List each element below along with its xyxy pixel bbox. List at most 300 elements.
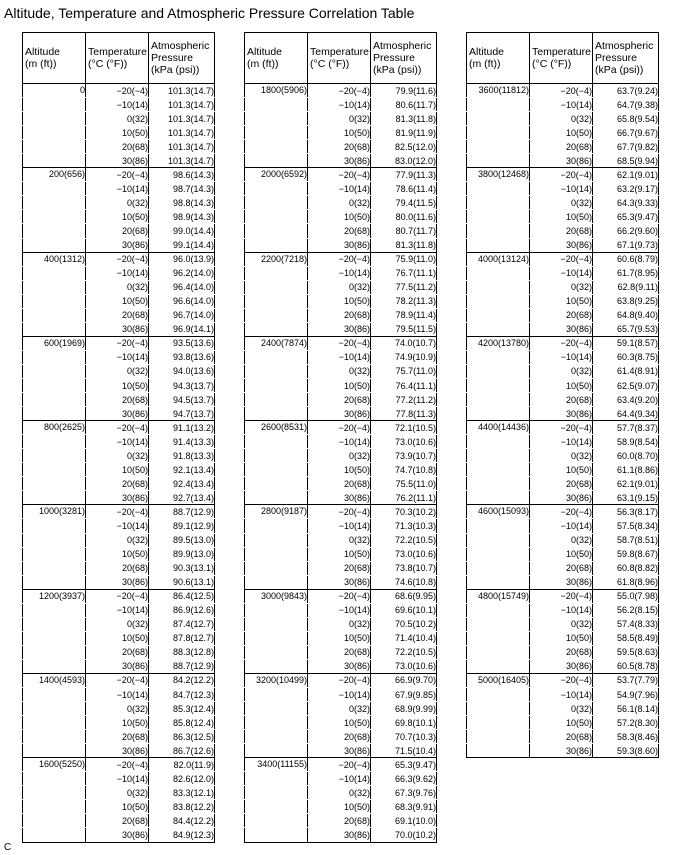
table-row: [23, 533, 215, 547]
temperature-cell: 30(86): [308, 491, 371, 505]
temperature-cell: −10(14): [308, 519, 371, 533]
pressure-cell: 81.9(11.9): [371, 126, 437, 140]
pressure-cell: 79.9(11.6): [371, 84, 437, 98]
temperature-cell: 30(86): [530, 491, 593, 505]
temperature-header-line: Temperature: [532, 46, 591, 58]
temperature-cell: −10(14): [530, 519, 593, 533]
pressure-cell: 101.3(14.7): [149, 112, 215, 126]
temperature-cell: −20(−4): [308, 336, 371, 350]
altitude-cell: [245, 407, 308, 421]
temperature-cell: 0(32): [86, 617, 149, 631]
table-row: [467, 463, 659, 477]
table-row: [245, 266, 437, 280]
table-row: [23, 589, 215, 603]
altitude-cell: [23, 196, 86, 210]
pressure-cell: 77.2(11.2): [371, 393, 437, 407]
pressure-cell: 58.7(8.51): [593, 533, 659, 547]
table-row: [245, 730, 437, 744]
altitude-cell: 4400(14436): [467, 421, 530, 435]
temperature-cell: −10(14): [308, 603, 371, 617]
altitude-cell: [467, 322, 530, 336]
table-row: [467, 603, 659, 617]
altitude-cell: [467, 266, 530, 280]
table-row: [245, 744, 437, 758]
temperature-cell: −10(14): [86, 435, 149, 449]
pressure-cell: 61.1(8.86): [593, 463, 659, 477]
temperature-header: [86, 33, 149, 84]
table-row: [467, 519, 659, 533]
table-row: [467, 673, 659, 687]
temperature-cell: −20(−4): [308, 589, 371, 603]
table-row: [467, 393, 659, 407]
altitude-cell: [23, 224, 86, 238]
temperature-header-line: Temperature: [310, 46, 369, 58]
pressure-cell: 80.7(11.7): [371, 224, 437, 238]
pressure-cell: 53.7(7.79): [593, 673, 659, 687]
pressure-cell: 73.0(10.6): [371, 435, 437, 449]
table-row: [23, 505, 215, 519]
altitude-cell: [23, 533, 86, 547]
temperature-cell: −20(−4): [86, 758, 149, 772]
table-row: [245, 617, 437, 631]
table-row: [245, 322, 437, 336]
temperature-cell: 0(32): [86, 449, 149, 463]
temperature-cell: 0(32): [86, 364, 149, 378]
table-row: [467, 730, 659, 744]
temperature-cell: 30(86): [308, 154, 371, 168]
table-row: [467, 112, 659, 126]
temperature-cell: 0(32): [530, 196, 593, 210]
altitude-cell: [23, 800, 86, 814]
altitude-cell: 3400(11155): [245, 758, 308, 772]
table-row: [245, 126, 437, 140]
temperature-cell: −10(14): [530, 266, 593, 280]
pressure-cell: 101.3(14.7): [149, 140, 215, 154]
temperature-cell: 20(68): [308, 730, 371, 744]
temperature-header-line: (°C (°F)): [310, 58, 350, 70]
altitude-group: [245, 758, 437, 842]
temperature-cell: 0(32): [308, 449, 371, 463]
altitude-cell: [467, 308, 530, 322]
temperature-cell: 10(50): [308, 800, 371, 814]
temperature-cell: 10(50): [530, 631, 593, 645]
table-row: [23, 575, 215, 589]
altitude-cell: [245, 280, 308, 294]
altitude-cell: [23, 617, 86, 631]
table-row: [467, 210, 659, 224]
table-row: [23, 477, 215, 491]
pressure-cell: 56.3(8.17): [593, 505, 659, 519]
altitude-cell: 800(2625): [23, 421, 86, 435]
pressure-cell: 82.6(12.0): [149, 772, 215, 786]
pressure-cell: 74.6(10.8): [371, 575, 437, 589]
altitude-cell: [245, 561, 308, 575]
table-row: [23, 112, 215, 126]
temperature-cell: −10(14): [308, 350, 371, 364]
altitude-cell: [467, 210, 530, 224]
altitude-group: [467, 336, 659, 420]
temperature-cell: −10(14): [530, 688, 593, 702]
pressure-cell: 91.4(13.3): [149, 435, 215, 449]
temperature-cell: −20(−4): [86, 252, 149, 266]
pressure-cell: 89.5(13.0): [149, 533, 215, 547]
pressure-cell: 73.0(10.6): [371, 547, 437, 561]
pressure-cell: 66.9(9.70): [371, 673, 437, 687]
altitude-cell: [23, 294, 86, 308]
pressure-cell: 73.9(10.7): [371, 449, 437, 463]
pressure-cell: 92.1(13.4): [149, 463, 215, 477]
table-row: [245, 393, 437, 407]
altitude-cell: [467, 659, 530, 673]
temperature-cell: 30(86): [308, 659, 371, 673]
altitude-header-line: (m (ft)): [25, 58, 57, 70]
pressure-cell: 83.3(12.1): [149, 786, 215, 800]
pressure-header: [593, 33, 659, 84]
pressure-cell: 59.3(8.60): [593, 744, 659, 758]
pressure-cell: 74.9(10.9): [371, 350, 437, 364]
pressure-cell: 80.6(11.7): [371, 98, 437, 112]
pressure-cell: 82.5(12.0): [371, 140, 437, 154]
table-row: [467, 126, 659, 140]
altitude-group: [467, 168, 659, 252]
table-row: [23, 435, 215, 449]
temperature-cell: −20(−4): [86, 421, 149, 435]
altitude-cell: [245, 575, 308, 589]
pressure-cell: 59.1(8.57): [593, 336, 659, 350]
table-row: [23, 645, 215, 659]
temperature-cell: 10(50): [308, 631, 371, 645]
temperature-cell: 30(86): [86, 575, 149, 589]
altitude-cell: [245, 491, 308, 505]
temperature-cell: −20(−4): [86, 505, 149, 519]
table-row: [245, 505, 437, 519]
temperature-cell: 20(68): [530, 224, 593, 238]
altitude-cell: 1600(5250): [23, 758, 86, 772]
pressure-cell: 77.8(11.3): [371, 407, 437, 421]
altitude-cell: [467, 491, 530, 505]
header-row: [245, 33, 437, 84]
pressure-cell: 72.2(10.5): [371, 533, 437, 547]
altitude-cell: [245, 617, 308, 631]
temperature-cell: −20(−4): [86, 336, 149, 350]
pressure-cell: 88.3(12.8): [149, 645, 215, 659]
table-row: [467, 308, 659, 322]
temperature-cell: 30(86): [86, 491, 149, 505]
altitude-cell: [23, 308, 86, 322]
table-row: [245, 814, 437, 828]
altitude-cell: [23, 210, 86, 224]
pressure-cell: 70.3(10.2): [371, 505, 437, 519]
altitude-cell: [23, 266, 86, 280]
pressure-cell: 75.7(11.0): [371, 364, 437, 378]
altitude-group: [23, 252, 215, 336]
altitude-cell: [467, 603, 530, 617]
pressure-cell: 59.5(8.63): [593, 645, 659, 659]
altitude-cell: [245, 224, 308, 238]
pressure-cell: 84.4(12.2): [149, 814, 215, 828]
table-row: [467, 744, 659, 758]
altitude-group: [245, 589, 437, 673]
table-row: [245, 561, 437, 575]
table-row: [245, 112, 437, 126]
temperature-cell: 0(32): [86, 112, 149, 126]
altitude-group: [467, 421, 659, 505]
pressure-cell: 81.3(11.8): [371, 112, 437, 126]
temperature-cell: 10(50): [530, 547, 593, 561]
temperature-cell: 30(86): [308, 575, 371, 589]
altitude-cell: [23, 814, 86, 828]
table-row: [245, 575, 437, 589]
pressure-cell: 83.8(12.2): [149, 800, 215, 814]
table-row: [245, 294, 437, 308]
temperature-cell: 10(50): [86, 463, 149, 477]
pressure-cell: 85.3(12.4): [149, 702, 215, 716]
altitude-cell: 2600(8531): [245, 421, 308, 435]
altitude-cell: [23, 659, 86, 673]
table-row: [245, 196, 437, 210]
temperature-cell: 20(68): [86, 393, 149, 407]
altitude-cell: 5000(16405): [467, 673, 530, 687]
table-row: [467, 547, 659, 561]
altitude-cell: [23, 547, 86, 561]
temperature-cell: −20(−4): [308, 505, 371, 519]
altitude-group: [245, 84, 437, 168]
altitude-cell: 2800(9187): [245, 505, 308, 519]
table-row: [245, 673, 437, 687]
pressure-cell: 71.4(10.4): [371, 631, 437, 645]
temperature-header-line: (°C (°F)): [88, 58, 128, 70]
pressure-cell: 64.4(9.34): [593, 407, 659, 421]
pressure-cell: 98.9(14.3): [149, 210, 215, 224]
pressure-header-line: Pressure: [595, 52, 638, 64]
temperature-cell: 0(32): [530, 280, 593, 294]
temperature-cell: 30(86): [308, 322, 371, 336]
table-row: [467, 336, 659, 350]
altitude-cell: [245, 463, 308, 477]
temperature-cell: −20(−4): [308, 84, 371, 98]
pressure-cell: 96.7(14.0): [149, 308, 215, 322]
table-row: [23, 463, 215, 477]
temperature-cell: 30(86): [86, 322, 149, 336]
pressure-cell: 71.3(10.3): [371, 519, 437, 533]
temperature-cell: −10(14): [86, 266, 149, 280]
altitude-cell: [23, 364, 86, 378]
table-row: [467, 631, 659, 645]
pressure-cell: 66.2(9.60): [593, 224, 659, 238]
temperature-cell: −20(−4): [308, 758, 371, 772]
temperature-cell: 20(68): [86, 645, 149, 659]
pressure-cell: 58.3(8.46): [593, 730, 659, 744]
pressure-cell: 101.3(14.7): [149, 84, 215, 98]
temperature-cell: 0(32): [308, 617, 371, 631]
temperature-cell: 0(32): [308, 786, 371, 800]
temperature-cell: −10(14): [530, 182, 593, 196]
temperature-cell: 0(32): [86, 702, 149, 716]
table-row: [245, 800, 437, 814]
altitude-cell: [467, 393, 530, 407]
altitude-cell: [23, 631, 86, 645]
temperature-cell: −10(14): [86, 519, 149, 533]
altitude-cell: 4600(15093): [467, 505, 530, 519]
pressure-cell: 88.7(12.9): [149, 505, 215, 519]
pressure-cell: 55.0(7.98): [593, 589, 659, 603]
altitude-group: [23, 758, 215, 842]
pressure-cell: 70.5(10.2): [371, 617, 437, 631]
temperature-cell: −10(14): [86, 772, 149, 786]
altitude-cell: [245, 196, 308, 210]
temperature-cell: 20(68): [530, 477, 593, 491]
pressure-cell: 81.3(11.8): [371, 238, 437, 252]
altitude-group: [467, 84, 659, 168]
table-row: [23, 84, 215, 98]
pressure-cell: 83.0(12.0): [371, 154, 437, 168]
table-row: [23, 617, 215, 631]
pressure-cell: 101.3(14.7): [149, 154, 215, 168]
pressure-cell: 58.9(8.54): [593, 435, 659, 449]
pressure-header-line: (kPa (psi)): [373, 64, 422, 76]
temperature-cell: −10(14): [530, 98, 593, 112]
altitude-header-line: Altitude: [25, 46, 61, 58]
pressure-header-line: Atmospheric: [151, 40, 210, 52]
altitude-cell: [23, 112, 86, 126]
altitude-group: [23, 421, 215, 505]
temperature-cell: 30(86): [308, 828, 371, 842]
altitude-cell: [245, 98, 308, 112]
pressure-cell: 56.1(8.14): [593, 702, 659, 716]
altitude-cell: [23, 182, 86, 196]
altitude-cell: [245, 308, 308, 322]
temperature-header-line: (°C (°F)): [532, 58, 572, 70]
temperature-cell: 10(50): [308, 716, 371, 730]
table-row: [23, 702, 215, 716]
table-row: [467, 421, 659, 435]
pressure-cell: 73.0(10.6): [371, 659, 437, 673]
pressure-cell: 89.1(12.9): [149, 519, 215, 533]
table-row: [245, 463, 437, 477]
pressure-cell: 68.5(9.94): [593, 154, 659, 168]
altitude-header: [23, 33, 86, 84]
temperature-header: [530, 33, 593, 84]
temperature-cell: 20(68): [308, 393, 371, 407]
altitude-cell: [23, 435, 86, 449]
altitude-cell: [245, 238, 308, 252]
altitude-cell: [245, 800, 308, 814]
pressure-cell: 91.8(13.3): [149, 449, 215, 463]
pressure-cell: 96.6(14.0): [149, 294, 215, 308]
altitude-cell: [467, 112, 530, 126]
altitude-cell: [23, 744, 86, 758]
temperature-cell: −10(14): [86, 603, 149, 617]
table-row: [467, 505, 659, 519]
altitude-cell: [245, 631, 308, 645]
temperature-cell: −20(−4): [530, 421, 593, 435]
table-row: [23, 814, 215, 828]
pressure-cell: 61.8(8.96): [593, 575, 659, 589]
temperature-cell: −10(14): [308, 435, 371, 449]
pressure-cell: 77.9(11.3): [371, 168, 437, 182]
pressure-cell: 63.7(9.24): [593, 84, 659, 98]
pressure-cell: 96.0(13.9): [149, 252, 215, 266]
altitude-group: [467, 673, 659, 757]
altitude-cell: [23, 477, 86, 491]
temperature-cell: 10(50): [530, 378, 593, 392]
pressure-cell: 60.3(8.75): [593, 350, 659, 364]
pressure-cell: 69.1(10.0): [371, 814, 437, 828]
table-row: [467, 280, 659, 294]
page-title: Altitude, Temperature and Atmospheric Pressure Correlation Table: [4, 5, 415, 21]
table-row: [23, 659, 215, 673]
temperature-cell: −20(−4): [86, 168, 149, 182]
table-row: [23, 547, 215, 561]
table-row: [23, 603, 215, 617]
altitude-cell: [245, 154, 308, 168]
pressure-cell: 65.3(9.47): [371, 758, 437, 772]
pressure-cell: 57.2(8.30): [593, 716, 659, 730]
table-row: [23, 224, 215, 238]
temperature-cell: −20(−4): [86, 589, 149, 603]
pressure-cell: 62.1(9.01): [593, 477, 659, 491]
temperature-cell: 30(86): [86, 154, 149, 168]
altitude-cell: [245, 772, 308, 786]
altitude-cell: [467, 224, 530, 238]
table-row: [23, 322, 215, 336]
altitude-cell: [467, 238, 530, 252]
altitude-cell: 4000(13124): [467, 252, 530, 266]
temperature-cell: 20(68): [86, 730, 149, 744]
pressure-cell: 84.7(12.3): [149, 688, 215, 702]
temperature-cell: −20(−4): [530, 84, 593, 98]
altitude-cell: [467, 688, 530, 702]
altitude-cell: [467, 716, 530, 730]
temperature-cell: 10(50): [530, 716, 593, 730]
temperature-cell: −10(14): [308, 98, 371, 112]
temperature-cell: 0(32): [530, 702, 593, 716]
pressure-table-1: [22, 32, 215, 843]
table-row: [245, 407, 437, 421]
table-row: [467, 154, 659, 168]
pressure-cell: 99.0(14.4): [149, 224, 215, 238]
temperature-cell: 10(50): [86, 378, 149, 392]
altitude-cell: [23, 561, 86, 575]
temperature-cell: 30(86): [86, 238, 149, 252]
temperature-cell: 20(68): [308, 477, 371, 491]
pressure-cell: 88.7(12.9): [149, 659, 215, 673]
table-row: [23, 519, 215, 533]
temperature-cell: 0(32): [86, 280, 149, 294]
pressure-cell: 60.5(8.78): [593, 659, 659, 673]
pressure-cell: 60.0(8.70): [593, 449, 659, 463]
altitude-cell: 3000(9843): [245, 589, 308, 603]
altitude-cell: [245, 744, 308, 758]
altitude-cell: [245, 786, 308, 800]
pressure-cell: 63.4(9.20): [593, 393, 659, 407]
table-row: [245, 98, 437, 112]
temperature-cell: 0(32): [308, 196, 371, 210]
altitude-cell: [245, 364, 308, 378]
temperature-cell: 10(50): [86, 631, 149, 645]
temperature-cell: 0(32): [530, 112, 593, 126]
pressure-cell: 86.7(12.6): [149, 744, 215, 758]
pressure-cell: 69.6(10.1): [371, 603, 437, 617]
altitude-cell: [245, 814, 308, 828]
temperature-cell: 20(68): [308, 561, 371, 575]
table-row: [467, 168, 659, 182]
pressure-cell: 96.4(14.0): [149, 280, 215, 294]
table-row: [23, 336, 215, 350]
table-row: [467, 407, 659, 421]
temperature-cell: 10(50): [530, 210, 593, 224]
altitude-cell: [23, 350, 86, 364]
